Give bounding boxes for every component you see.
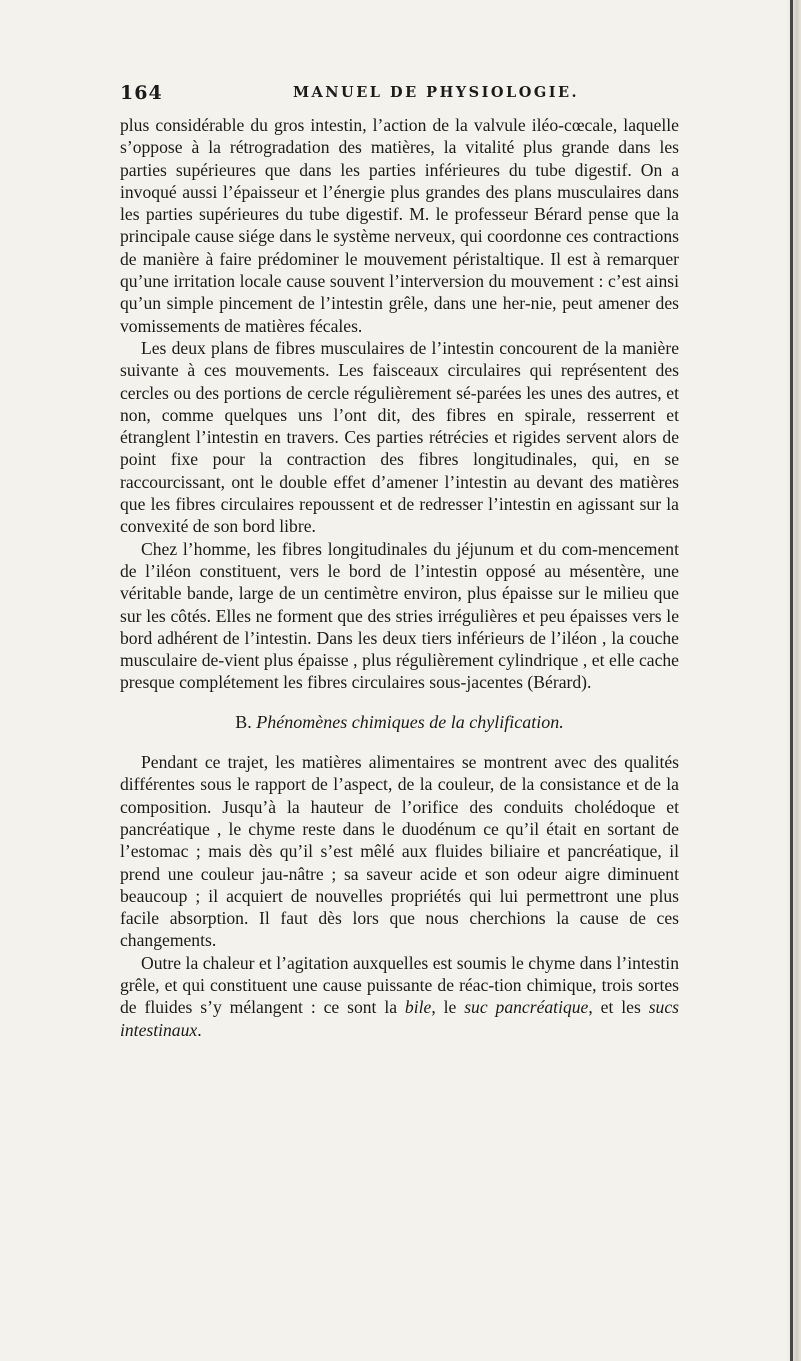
- paragraph-5-text: Outre la chaleur et l’agitation auxquelles est soumis le chyme dans l’intestin grêle, et qui constituent une cause puissante de réac-tion chimique, trois sortes de fluides s’y mélangent : ce sont la: [120, 952, 679, 1018]
- paragraph-2: Les deux plans de fibres musculaires de l’intestin concourent de la manière suivante à ces mouvements. Les faisceaux circulaires qui représentent des cercles ou des portions de cercle régulièrement sé-parées les unes des autres, et non, comme quelques uns l’ont dit, des fibres en spirale, resserrent et étranglent l’intestin en travers. Ces parties rétrécies et rigides servent alors de point fixe pour la contraction des fibres longitudinales, qui, en se raccourcissant, ont le double effet d’amener l’intestin au devant des matières que les fibres circulaires repoussent et de redresser l’intestin en agissant sur la convexité de son bord libre.: [120, 337, 679, 537]
- page-edge-line: [790, 0, 793, 1361]
- separator-2: , et les: [588, 997, 649, 1018]
- term-bile: bile: [404, 997, 432, 1018]
- separator-1: , le: [431, 997, 465, 1018]
- paragraph-4: Pendant ce trajet, les matières alimentaires se montrent avec des qualités différentes sous le rapport de l’aspect, de la couleur, de la consistance et de la composition. Jusqu’à la hauteur de l’orifice des conduits cholédoque et pancréatique , le chyme reste dans le duodénum ce qu’il était en sortant de l’estomac ; mais dès qu’il s’est mêlé aux fluides biliaire et pancréatique, il prend une couleur jau-nâtre ; sa saveur acide et son odeur aigre diminuent beaucoup ; il acquiert de nouvelles propriétés qui lui permettront une plus facile absorption. Il faut dès lors que nous cherchions la cause de ces changements.: [120, 752, 679, 951]
- term-suc-pancreatique: suc pancréatique: [464, 997, 589, 1018]
- paragraph-1: plus considérable du gros intestin, l’action de la valvule iléo-cœcale, laquelle s’oppose à la rétrogradation des matières, la vitalité plus grande dans les parties supérieures que dans les parties inférieures du tube digestif. On a invoqué aussi l’épaisseur et l’énergie plus grandes des plans musculaires dans les parties supérieures du tube digestif. M. le professeur Bérard pense que la principale cause siége dans le système nerveux, qui coordonne ces contractions de manière à faire prédominer le mouvement péristaltique. Il est à remarquer qu’une irritation locale cause souvent l’interversion du mouvement : c’est ainsi qu’un simple pincement de l’intestin grêle, dans une her-nie, peut amener des vomissements de matières fécales.: [120, 115, 679, 336]
- body-text: [120, 114, 679, 1041]
- term-sucs-intestinaux: sucs intestinaux: [120, 997, 679, 1040]
- paragraph-3: Chez l’homme, les fibres longitudinales du jéjunum et du com-mencement de l’iléon constituent, vers le bord de l’intestin opposé au mésentère, une véritable bande, large de un centimètre environ, plus épaisse sur le milieu que sur les côtés. Elles ne forment que des stries irrégulières et peu épaisses vers le bord adhérent de l’intestin. Dans les deux tiers inférieurs de l’iléon , la couche musculaire de-vient plus épaisse , plus régulièrement cylindrique , et elle cache presque complétement les fibres circulaires sous-jacentes (Bérard).: [120, 538, 679, 693]
- section-heading: [120, 711, 679, 733]
- paragraph-5-end: .: [197, 1019, 202, 1040]
- paragraph-5: [120, 952, 679, 1041]
- running-head: MANUEL DE PHYSIOLOGIE.: [293, 84, 580, 101]
- page-header: [120, 82, 680, 106]
- page-number: 164: [120, 82, 163, 104]
- section-title: Phénomènes chimiques de la chylification.: [256, 711, 564, 732]
- section-letter: B.: [235, 711, 252, 732]
